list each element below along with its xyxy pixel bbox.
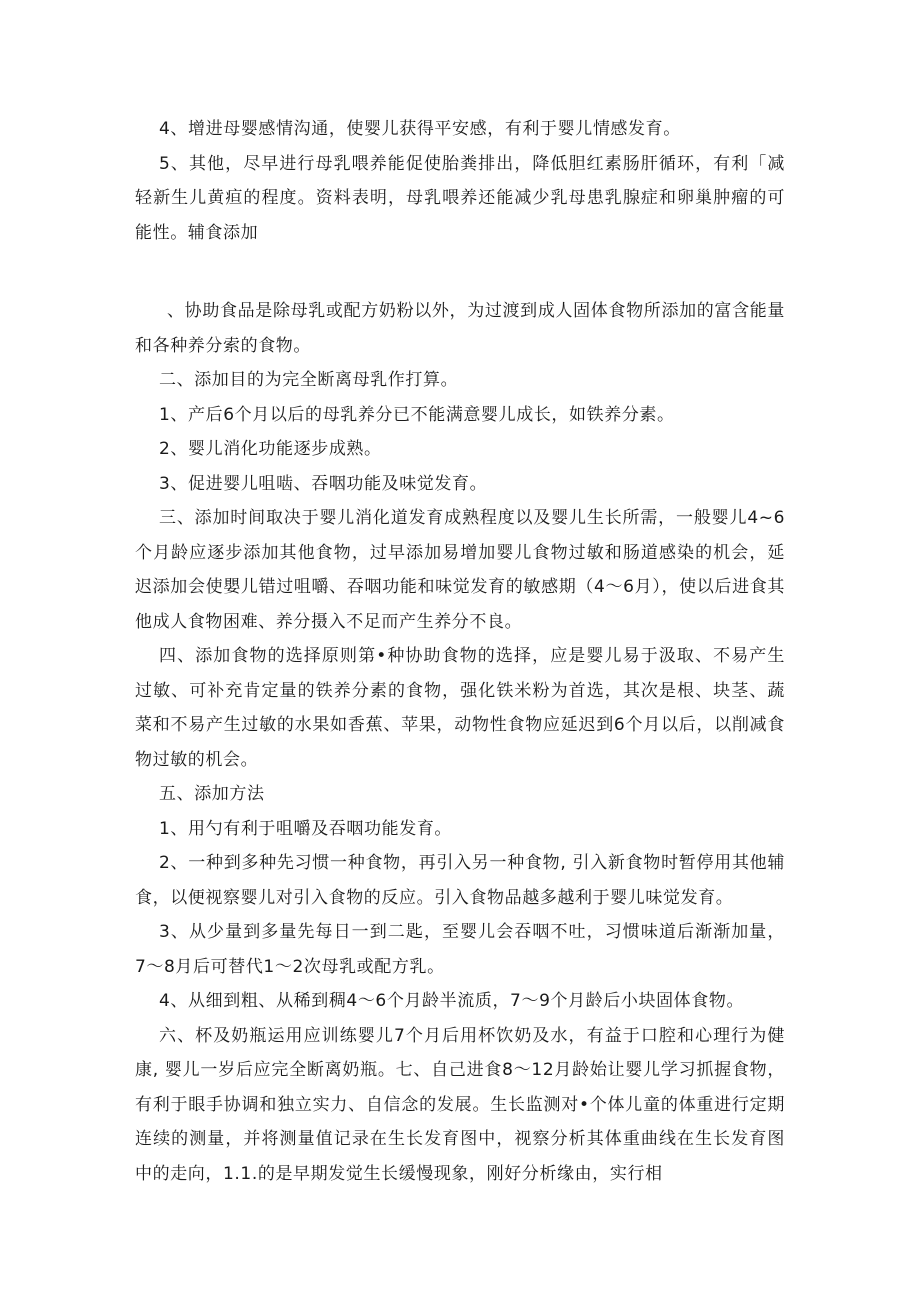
list-item-method-3: 3、从少量到多量先每日一到二匙，至婴儿会吞咽不吐，习惯味道后渐渐加量，7〜8月后可替代1〜2次母乳或配方乳。 — [135, 922, 785, 977]
section-three-timing: 三、添加时间取决于婴儿消化道发育成熟程度以及婴儿生长所需，一般婴儿4~6个月龄应逐步添加其他食物，过早添加易增加婴儿食物过敏和肠道感染的机会，延迟添加会使嬰儿错过咀嚼、吞咽功能和味觉发育的敏感期（4〜6月），使以后进食其他成人食物困难、养分摄入不足而产生养分不良。 — [135, 508, 785, 632]
list-item-method-1: 1、用勺有利于咀嚼及吞咽功能发育。 — [159, 818, 453, 839]
section-four-selection: 四、添加食物的选择原则第•种协助食物的选择，应是婴儿易于汲取、不易产生过敏、可补充肯定量的铁养分素的食物，强化铁米粉为首选，其次是根、块茎、蔬菜和不易产生过敏的水果如香蕉、苹果，动物性食物应延迟到6个月以后，以削减食物过敏的机会。 — [135, 646, 785, 770]
list-item-method-2: 2、一种到多种先习惯一种食物，再引入另一种食物, 引入新食物时暂停用其他辅食，以便视察婴儿对引入食物的反应。引入食物品越多越利于婴儿味觉发育。 — [135, 853, 785, 908]
section-six-cup-bottle: 六、杯及奶瓶运用应训练婴儿7个月后用杯饮奶及水，有益于口腔和心理行为健康, 婴儿一岁后应完全断离奶瓶。七、自己进食8〜12月龄始让婴儿学习抓握食物，有利于眼手协调和独立实力、自信念的发展。生长监测对•个体儿童的体重进行定期连续的测量，并将测量值记录在生长发育图中，视察分析其体重曲线在生长发育图中的走向，1.1.的是早期发觉生长缓慢现象，刚好分析缘由，实行相 — [135, 1025, 785, 1184]
paragraph-5-other-benefits: 5、其他，尽早进行母乳喂养能促使胎粪排出，降低胆红素肠肝循环，有利「减轻新生儿黄疸的程度。资料表明，母乳喂养还能减少乳母患乳腺症和卵巢肿瘤的可能性。辅食添加 — [135, 153, 785, 243]
list-item-purpose-1: 1、产后6个月以后的母乳养分已不能满意婴儿成长，如铁养分素。 — [159, 404, 675, 425]
section-five-heading: 五、添加方法 — [159, 784, 265, 804]
list-item-purpose-2: 2、婴儿消化功能逐步成熟。 — [159, 439, 382, 459]
paragraph-gap — [135, 250, 785, 294]
list-item-purpose-3: 3、促进婴儿咀啮、吞咽功能及味觉发育。 — [159, 473, 488, 494]
paragraph-supplementary-food-definition: 、协助食品是除母乳或配方奶粉以外，为过渡到成人固体食物所添加的富含能量和各种养分索的食物。 — [135, 301, 785, 356]
section-two-purpose: 二、添加目的为完全断离母乳作打算。 — [159, 370, 459, 390]
list-item-method-4: 4、从细到粗、从稀到稠4〜6个月龄半流质，7〜9个月龄后小块固体食物。 — [159, 991, 745, 1011]
paragraph-4-bonding: 4、增进母婴感情沟通，使婴儿获得平安感，有利于婴儿情感发育。 — [159, 119, 681, 139]
document-body — [135, 112, 785, 1191]
